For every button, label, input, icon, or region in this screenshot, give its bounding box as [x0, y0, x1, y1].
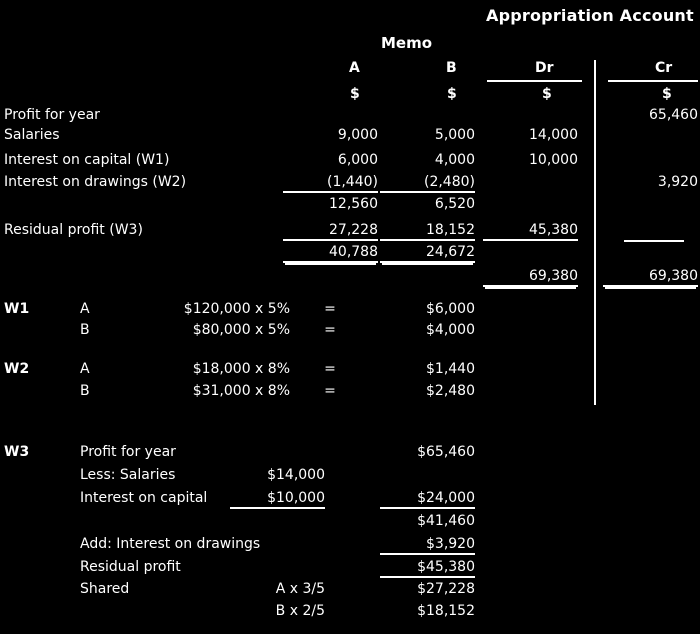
working-ref-w1: W1	[4, 301, 30, 317]
w3-row-mid: $14,000	[267, 467, 325, 483]
working-equals: =	[324, 383, 336, 399]
w3-row-amount: $27,228	[417, 581, 475, 597]
row-cr-total: 69,380	[603, 268, 698, 287]
w3-row-mid: $10,000	[230, 490, 325, 509]
column-header-memo-a: A	[349, 60, 360, 76]
w3-row-mid: A x 3/5	[275, 581, 325, 597]
row-dr: 14,000	[529, 127, 578, 143]
w3-row-amount: $24,000	[380, 490, 475, 509]
w3-row-label: Shared	[80, 581, 130, 597]
page-title: Appropriation Account	[486, 6, 694, 25]
currency-symbol-dr: $	[542, 86, 552, 102]
column-header-dr: Dr	[535, 60, 554, 76]
w3-row-label: Residual profit	[80, 559, 181, 575]
row-memo-b: 5,000	[434, 127, 475, 143]
row-memo-a: 27,228	[283, 222, 378, 241]
working-ref-w3: W3	[4, 444, 30, 460]
w3-row-label: Profit for year	[80, 444, 176, 460]
w3-row-amount: $65,460	[417, 444, 475, 460]
row-cr: 65,460	[649, 107, 698, 123]
column-header-memo-b: B	[446, 60, 457, 76]
working-calculation: $31,000 x 8%	[192, 383, 290, 399]
working-equals: =	[324, 322, 336, 338]
working-calculation: $80,000 x 5%	[192, 322, 290, 338]
cr-balance-rule	[624, 240, 684, 242]
row-memo-b-total: 24,672	[380, 244, 475, 263]
dr-header-rule	[487, 80, 582, 82]
working-equals: =	[324, 361, 336, 377]
working-result: $2,480	[426, 383, 475, 399]
w3-row-label: Less: Salaries	[80, 467, 176, 483]
memo-label: Memo	[381, 34, 433, 52]
working-partner: B	[80, 383, 90, 399]
working-result: $1,440	[426, 361, 475, 377]
w3-row-amount: $3,920	[380, 536, 475, 555]
row-memo-b: 4,000	[434, 152, 475, 168]
working-partner: A	[80, 361, 90, 377]
row-memo-b: 18,152	[380, 222, 475, 241]
currency-symbol-cr: $	[662, 86, 672, 102]
working-calculation: $120,000 x 5%	[183, 301, 290, 317]
cr-header-rule	[608, 80, 698, 82]
row-label: Residual profit (W3)	[4, 222, 143, 238]
currency-symbol-b: $	[447, 86, 457, 102]
row-memo-a: 9,000	[337, 127, 378, 143]
working-result: $6,000	[426, 301, 475, 317]
working-partner: A	[80, 301, 90, 317]
row-memo-a-total: 40,788	[283, 244, 378, 263]
row-label: Interest on drawings (W2)	[4, 174, 187, 190]
t-account-vertical-divider	[594, 60, 596, 405]
working-result: $4,000	[426, 322, 475, 338]
working-equals: =	[324, 301, 336, 317]
row-dr: 10,000	[529, 152, 578, 168]
row-memo-a: 6,000	[337, 152, 378, 168]
row-label: Profit for year	[4, 107, 100, 123]
w3-row-amount: $45,380	[380, 559, 475, 578]
row-memo-b: (2,480)	[380, 174, 475, 193]
row-cr: 3,920	[657, 174, 698, 190]
working-ref-w2: W2	[4, 361, 30, 377]
row-dr-total: 69,380	[483, 268, 578, 287]
row-memo-b: 6,520	[434, 196, 475, 212]
w3-row-mid: B x 2/5	[275, 603, 325, 619]
row-memo-a: (1,440)	[283, 174, 378, 193]
column-header-cr: Cr	[655, 60, 673, 76]
row-dr: 45,380	[483, 222, 578, 241]
row-label: Salaries	[4, 127, 60, 143]
w3-row-label: Interest on capital	[80, 490, 208, 506]
working-calculation: $18,000 x 8%	[192, 361, 290, 377]
w3-row-label: Add: Interest on drawings	[80, 536, 261, 552]
w3-row-amount: $41,460	[417, 513, 475, 529]
working-partner: B	[80, 322, 90, 338]
w3-row-amount: $18,152	[417, 603, 475, 619]
currency-symbol-a: $	[350, 86, 360, 102]
row-label: Interest on capital (W1)	[4, 152, 170, 168]
row-memo-a: 12,560	[329, 196, 378, 212]
